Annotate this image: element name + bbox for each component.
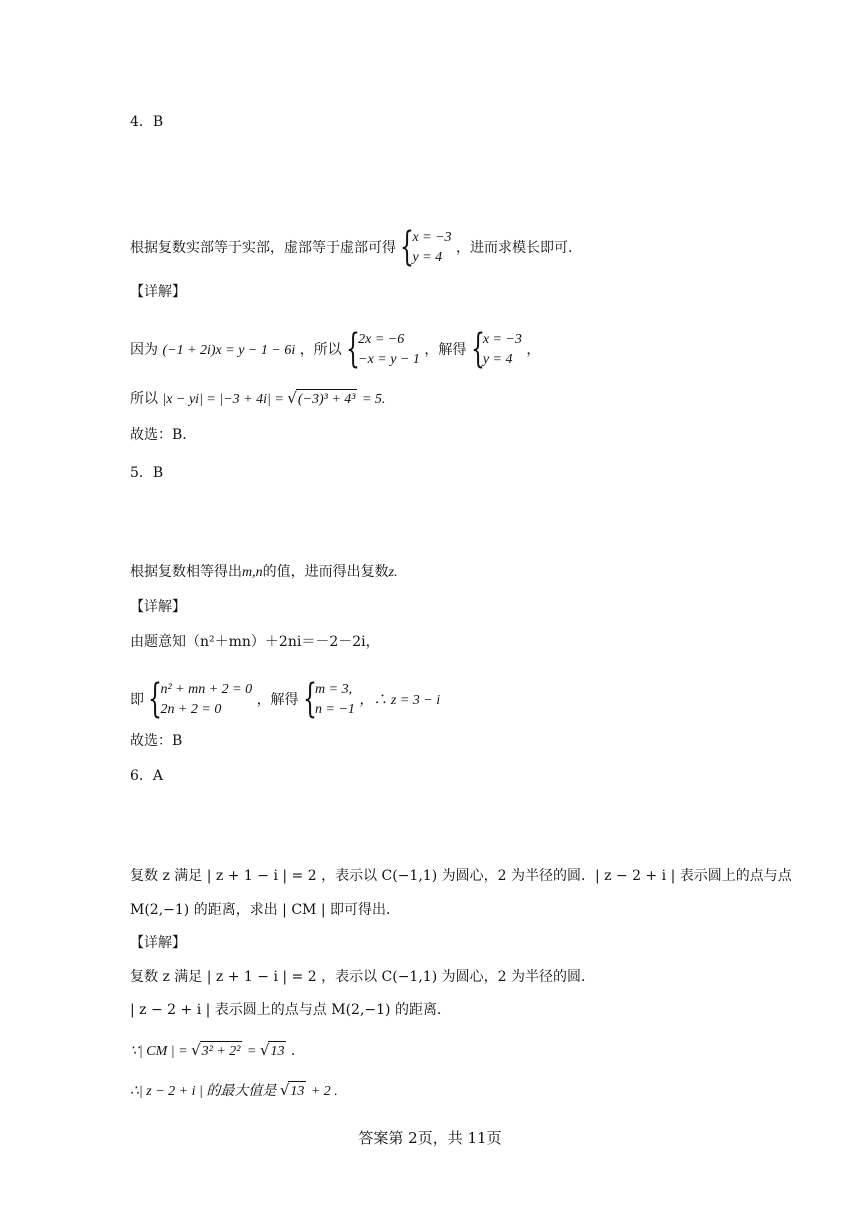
q6-analysis-line2: M(2,−1) 的距离，求出 | CM | 即可得出． — [130, 902, 400, 918]
q4-analysis — [130, 224, 573, 270]
q4-analysis-system: { x = −3 y = 4 — [400, 224, 452, 270]
equation-row: y = 4 — [482, 352, 513, 367]
text: 因为 — [130, 342, 158, 358]
q4-detail-line2 — [130, 388, 385, 410]
text: 的值，进而得出复数 — [262, 564, 389, 580]
q5-label: 5．B — [130, 465, 164, 481]
equation: ∴| z − 2 + i | 的最大值是 — [130, 1084, 280, 1099]
q4-answer: 故选：B. — [130, 427, 187, 443]
page-footer: 答案第 2页，共 11页 — [358, 1129, 502, 1147]
q4-detail-heading: 【详解】 — [130, 284, 186, 300]
equation: = 5. — [361, 392, 386, 407]
equation-row: n² + mn + 2 = 0 — [160, 682, 253, 697]
equation: = — [246, 1044, 260, 1059]
text: ，解得 — [424, 342, 467, 358]
equation-row: x = −3 — [412, 230, 452, 245]
q5-analysis — [130, 562, 398, 583]
radicand: 13 — [288, 1081, 306, 1102]
radical-sign: √ — [287, 389, 297, 407]
equation-row: n = −1 — [315, 702, 355, 717]
q6-detail-line4 — [130, 1080, 338, 1102]
equation-system: { m = 3, n = −1 — [303, 676, 355, 722]
q5-detail-line2 — [130, 676, 441, 722]
radical-sign: √ — [259, 1041, 270, 1059]
equation-system: { x = −3 y = 4 — [470, 326, 522, 372]
variable: z. — [388, 565, 398, 580]
radical-sign: √ — [191, 1041, 201, 1059]
q4-label: 4．B — [130, 114, 164, 130]
variable: m,n — [242, 565, 263, 580]
q6-detail-line2: | z − 2 + i | 表示圆上的点与点 M(2,−1) 的距离． — [130, 1002, 451, 1018]
equation-row: −x = y − 1 — [358, 352, 420, 367]
equation-row: y = 4 — [412, 250, 443, 265]
radicand: 3² + 2² — [200, 1041, 243, 1062]
text: . — [290, 1043, 296, 1059]
equation: (−1 + 2i)x = y − 1 − 6i — [162, 343, 296, 358]
q6-detail-line3 — [130, 1040, 295, 1062]
equation-row: m = 3, — [315, 682, 353, 697]
text: ，解得 — [256, 692, 299, 708]
equation: ，∴ z = 3 − i — [359, 693, 441, 708]
text: 所以 — [130, 391, 158, 407]
q4-detail-line1 — [130, 326, 541, 372]
text: ， — [526, 342, 541, 358]
q5-detail-line1: 由题意知（n²＋mn）＋2ni＝－2－2i， — [130, 634, 380, 650]
q4-analysis-pre: 根据复数实部等于实部，虚部等于虚部可得 — [130, 240, 396, 256]
q6-analysis-line1: 复数 z 满足 | z + 1 − i | = 2 ，表示以 C(−1,1) 为圆心，2 为半径的圆．| z − 2 + i | 表示圆上的点与点 — [130, 868, 792, 884]
q5-answer: 故选：B — [130, 733, 183, 749]
text: 根据复数相等得出 — [130, 564, 242, 580]
q5-detail-heading: 【详解】 — [130, 599, 186, 615]
text: ，所以 — [299, 342, 342, 358]
text: 即 — [130, 692, 144, 708]
q6-detail-heading: 【详解】 — [130, 935, 186, 951]
q6-detail-line1: 复数 z 满足 | z + 1 − i | = 2 ，表示以 C(−1,1) 为圆心，2 为半径的圆． — [130, 969, 595, 985]
radicand: 13 — [268, 1041, 286, 1062]
equation-row: x = −3 — [482, 332, 522, 347]
equation-system: { n² + mn + 2 = 0 2n + 2 = 0 — [148, 676, 253, 722]
equation-system: { 2x = −6 −x = y − 1 — [346, 326, 420, 372]
q4-analysis-post: ，进而求模长即可. — [456, 240, 573, 256]
equation: |x − yi| = |−3 + 4i| = — [162, 392, 288, 407]
equation-row: 2x = −6 — [358, 332, 405, 347]
equation-row: 2n + 2 = 0 — [160, 702, 222, 717]
equation: + 2 . — [310, 1084, 338, 1099]
radicand: (−3)³ + 4³ — [296, 389, 358, 410]
equation: ∵| CM | = — [130, 1044, 192, 1059]
q6-label: 6．A — [130, 768, 164, 784]
radical-sign: √ — [279, 1081, 290, 1099]
